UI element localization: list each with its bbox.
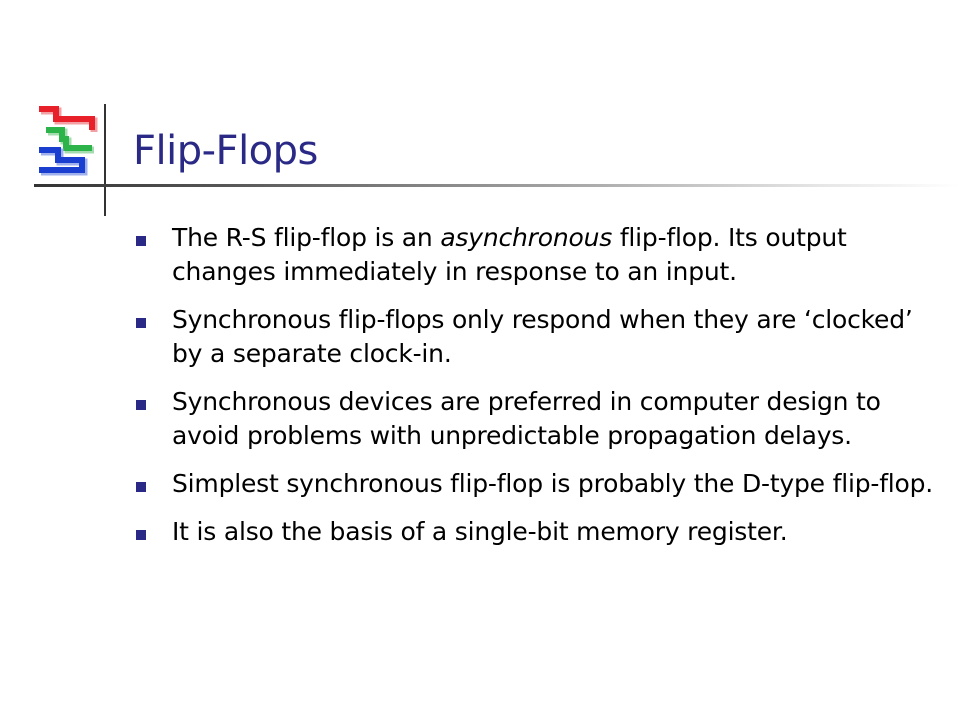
list-item bbox=[136, 515, 936, 549]
bullet-text: Simplest synchronous flip-flop is probably the D-type flip-flop. bbox=[172, 469, 934, 498]
square-bullet-icon bbox=[136, 318, 146, 328]
title-horizontal-divider bbox=[34, 184, 960, 187]
bullet-text: flip-flop. Its output changes immediately in response to an input. bbox=[172, 223, 847, 286]
bullet-emphasis: asynchronous bbox=[440, 223, 613, 252]
bullet-text: The R-S flip-flop is an bbox=[172, 223, 441, 252]
list-item bbox=[136, 221, 936, 289]
bullet-text: It is also the basis of a single-bit memory register. bbox=[172, 517, 788, 546]
slide-title: Flip-Flops bbox=[133, 128, 318, 174]
bullet-text: Synchronous flip-flops only respond when they are ‘clocked’ by a separate clock-in. bbox=[172, 305, 913, 368]
title-vertical-divider bbox=[104, 104, 106, 216]
bullet-text: Synchronous devices are preferred in computer design to avoid problems with unpredictable propagation delays. bbox=[172, 387, 881, 450]
square-bullet-icon bbox=[136, 530, 146, 540]
list-item bbox=[136, 303, 936, 371]
list-item bbox=[136, 385, 936, 453]
list-item bbox=[136, 467, 936, 501]
square-bullet-icon bbox=[136, 236, 146, 246]
square-bullet-icon bbox=[136, 400, 146, 410]
circuit-traces-logo-icon bbox=[36, 104, 102, 176]
bullet-list bbox=[136, 221, 936, 563]
square-bullet-icon bbox=[136, 482, 146, 492]
